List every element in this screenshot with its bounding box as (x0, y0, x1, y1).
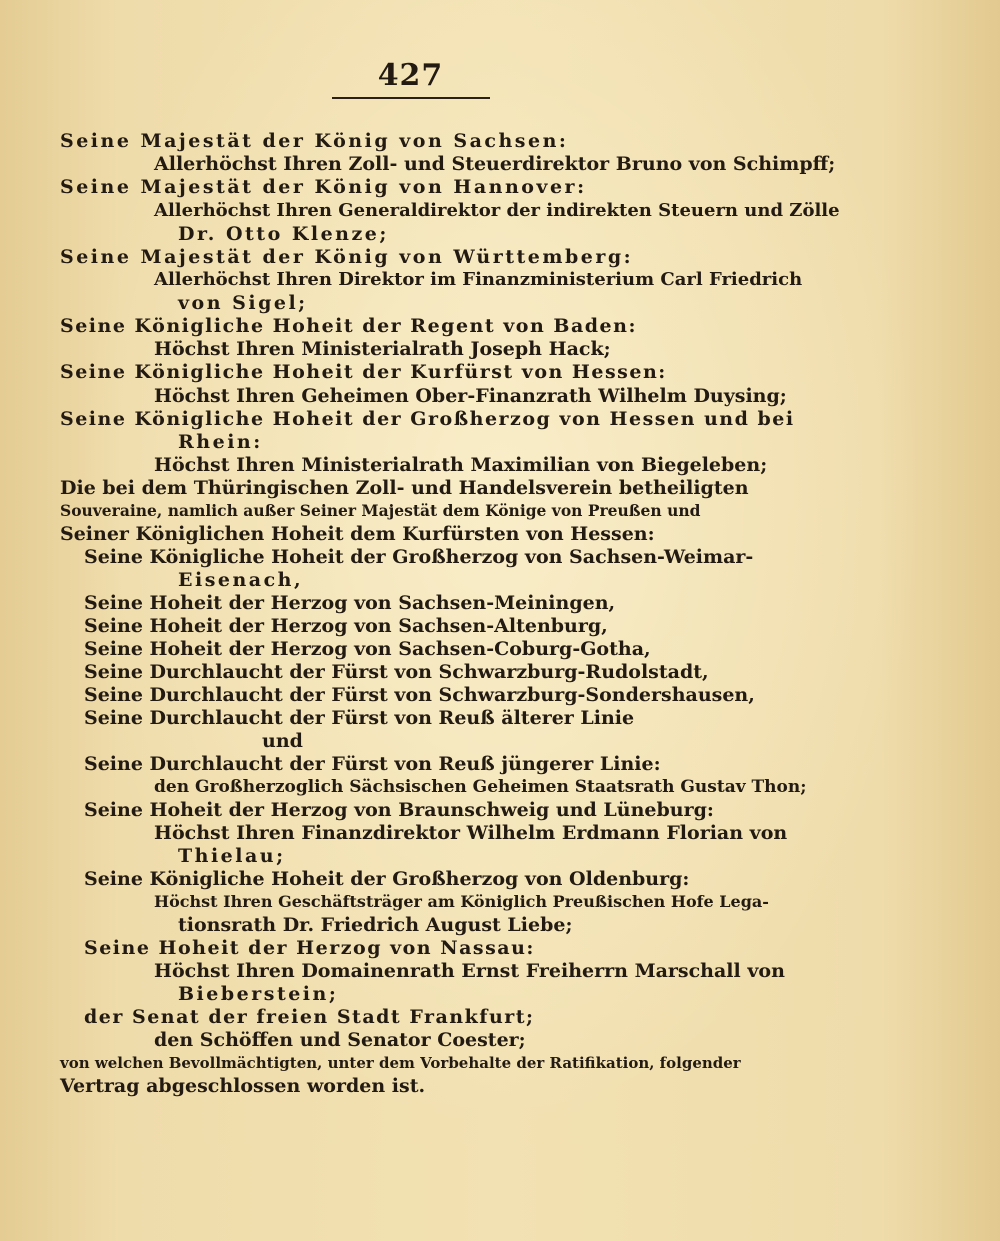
text-line: Seine Durchlaucht der Fürst von Reuß älterer Linie (84, 707, 635, 729)
text-line: Seiner Königlichen Hoheit dem Kurfürsten von Hessen: (60, 523, 655, 545)
text-line: Seine Hoheit der Herzog von Sachsen-Meiningen, (84, 592, 616, 614)
text-line: Seine Königliche Hoheit der Kurfürst von Hessen: (60, 361, 667, 383)
text-line: Höchst Ihren Finanzdirektor Wilhelm Erdmann Florian von (154, 822, 788, 844)
header-rule (332, 97, 490, 99)
text-line: Seine Hoheit der Herzog von Sachsen-Altenburg, (84, 615, 608, 637)
text-line: den Schöffen und Senator Coester; (154, 1029, 526, 1051)
text-line: Seine Durchlaucht der Fürst von Schwarzburg-Rudolstadt, (84, 661, 709, 683)
text-line: Dr. Otto Klenze; (178, 223, 389, 245)
text-line: Die bei dem Thüringischen Zoll- und Handelsverein betheiligten (60, 477, 749, 499)
text-line: Rhein: (178, 431, 263, 453)
text-line: Seine Durchlaucht der Fürst von Reuß jüngerer Linie: (84, 753, 661, 775)
text-line: Seine Königliche Hoheit der Großherzog von Oldenburg: (84, 868, 690, 890)
text-line: Seine Durchlaucht der Fürst von Schwarzburg-Sondershausen, (84, 684, 755, 706)
text-line: Höchst Ihren Ministerialrath Joseph Hack; (154, 338, 611, 360)
text-line: Höchst Ihren Ministerialrath Maximilian von Biegeleben; (154, 454, 768, 476)
text-line: Seine Königliche Hoheit der Regent von Baden: (60, 315, 637, 337)
text-line: Seine Königliche Hoheit der Großherzog von Hessen und bei (60, 408, 795, 430)
text-line: Allerhöchst Ihren Zoll- und Steuerdirektor Bruno von Schimpff; (154, 153, 836, 175)
text-line: tionsrath Dr. Friedrich August Liebe; (178, 914, 573, 936)
text-line: Allerhöchst Ihren Generaldirektor der indirekten Steuern und Zölle (154, 200, 840, 221)
text-line: Seine Majestät der König von Hannover: (60, 176, 587, 198)
text-line: Höchst Ihren Domainenrath Ernst Freiherrn Marschall von (154, 960, 785, 982)
page-number: 427 (377, 58, 444, 93)
text-line: Vertrag abgeschlossen worden ist. (60, 1075, 426, 1097)
text-line: Seine Hoheit der Herzog von Braunschweig und Lüneburg: (84, 799, 714, 821)
text-line: von welchen Bevollmächtigten, unter dem Vorbehalte der Ratifikation, folgender (60, 1054, 741, 1072)
text-line: Souveraine, namlich außer Seiner Majestät dem Könige von Preußen und (60, 501, 701, 520)
text-line: Seine Hoheit der Herzog von Sachsen-Coburg-Gotha, (84, 638, 651, 660)
text-line: Allerhöchst Ihren Direktor im Finanzministerium Carl Friedrich (154, 269, 803, 290)
text-line: Höchst Ihren Geheimen Ober-Finanzrath Wilhelm Duysing; (154, 385, 787, 407)
text-line: Seine Majestät der König von Sachsen: (60, 130, 569, 152)
text-line: der Senat der freien Stadt Frankfurt; (84, 1006, 535, 1028)
text-line: Eisenach, (178, 569, 304, 591)
text-line: von Sigel; (178, 292, 308, 314)
text-line: den Großherzoglich Sächsischen Geheimen Staatsrath Gustav Thon; (154, 777, 807, 797)
text-line: Seine Hoheit der Herzog von Nassau: (84, 937, 535, 959)
text-line: Seine Königliche Hoheit der Großherzog von Sachsen-Weimar- (84, 546, 754, 568)
text-line: und (262, 730, 303, 752)
text-line: Thielau; (178, 845, 286, 867)
text-line: Bieberstein; (178, 983, 339, 1005)
text-line: Seine Majestät der König von Württemberg: (60, 246, 634, 268)
text-line: Höchst Ihren Geschäftsträger am Königlich Preußischen Hofe Lega- (154, 892, 769, 911)
